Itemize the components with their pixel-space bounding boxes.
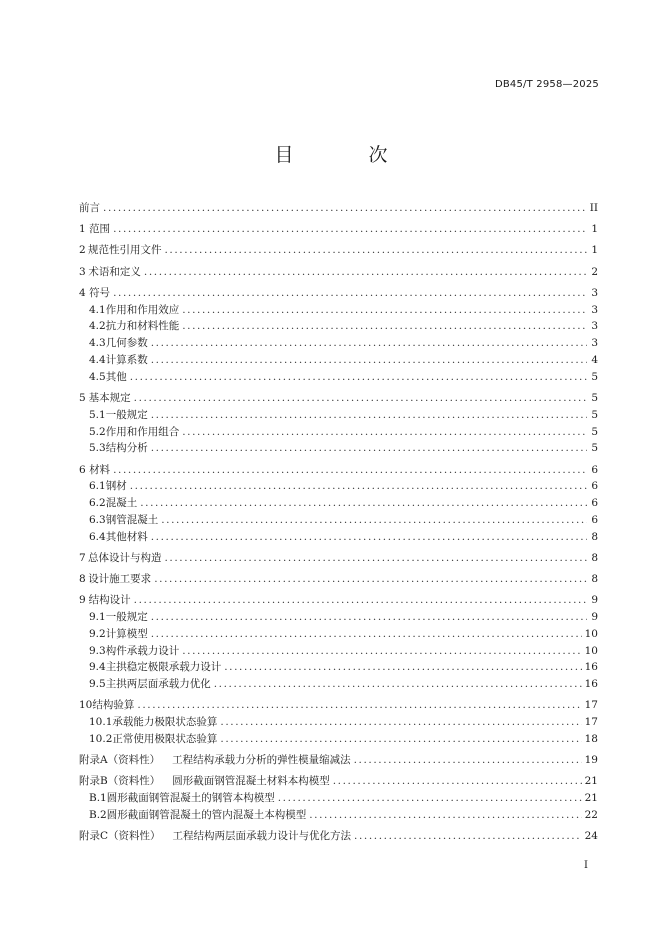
toc-leader-dots — [151, 529, 587, 546]
toc-entry-title: 钢管混凝土 — [105, 513, 159, 526]
toc-leader-dots — [309, 807, 581, 824]
toc-entry-title: 结构分析 — [105, 442, 148, 455]
toc-entry[interactable] — [79, 571, 598, 588]
toc-entry[interactable] — [79, 390, 598, 407]
toc-leader-dots — [130, 478, 587, 495]
toc-leader-dots — [182, 302, 587, 319]
toc-entry-number: 9.3 — [89, 644, 106, 657]
toc-entry-page: 5 — [591, 425, 598, 438]
toc-leader-dots — [182, 318, 587, 335]
toc-entry-page: 22 — [584, 808, 598, 821]
toc-entry-title: 正常使用极限状态验算 — [112, 733, 218, 746]
toc-entry[interactable] — [79, 731, 598, 748]
toc-entry-title: 其他材料 — [105, 530, 148, 543]
toc-entry-number: 6.3 — [89, 513, 106, 526]
toc-leader-dots — [137, 697, 581, 714]
toc-entry-page: 6 — [591, 497, 598, 510]
toc-entry[interactable] — [79, 495, 598, 512]
toc-entry-title: 符号 — [89, 286, 111, 299]
toc-entry[interactable] — [79, 369, 598, 386]
toc-leader-dots — [354, 828, 582, 845]
toc-entry-page: 17 — [584, 699, 598, 712]
toc-leader-dots — [214, 676, 582, 693]
toc-entry[interactable] — [79, 676, 598, 693]
page-number: I — [584, 860, 588, 871]
toc-entry-number: 8 — [79, 573, 86, 586]
toc-entry[interactable] — [79, 714, 598, 731]
toc-entry[interactable] — [79, 264, 598, 281]
toc-entry[interactable] — [79, 424, 598, 441]
toc-entry-title: 前言 — [79, 202, 100, 214]
toc-entry[interactable] — [79, 512, 598, 529]
toc-entry-page: 17 — [584, 716, 598, 729]
toc-entry[interactable] — [79, 807, 598, 824]
toc-entry-title: 抗力和材料性能 — [105, 320, 180, 333]
toc-leader-dots — [113, 285, 587, 302]
toc-entry-number: 附录B（资料性） — [79, 775, 161, 788]
toc-leader-dots — [220, 714, 581, 731]
toc-entry-number: 4 — [79, 286, 86, 299]
toc-entry-title: 术语和定义 — [88, 265, 141, 278]
toc-leader-dots — [333, 773, 582, 790]
toc-entry-title: 基本规定 — [88, 391, 131, 404]
toc-entry-page: 5 — [591, 408, 598, 421]
toc-entry-title: 计算模型 — [105, 627, 148, 640]
toc-entry-page: 18 — [584, 733, 598, 746]
toc-entry-number: 9.5 — [89, 678, 106, 691]
toc-entry[interactable] — [79, 242, 598, 259]
toc-leader-dots — [220, 731, 581, 748]
toc-entry-page: 16 — [584, 661, 598, 674]
toc-entry-title: 范围 — [89, 223, 111, 236]
toc-entry-page: 8 — [591, 530, 598, 543]
toc-entry[interactable] — [79, 285, 598, 302]
toc-leader-dots — [144, 264, 587, 281]
toc-entry-page: II — [589, 202, 598, 214]
toc-entry-number: 9.1 — [89, 611, 106, 624]
toc-entry-number: 9.2 — [89, 627, 106, 640]
toc-entry-number: 6.4 — [89, 530, 106, 543]
toc-entry[interactable] — [79, 752, 598, 769]
toc-entry-page: 19 — [584, 754, 598, 767]
toc-entry-title: 作用和作用效应 — [105, 303, 180, 316]
toc-entry[interactable] — [79, 529, 598, 546]
toc-entry-page: 1 — [591, 223, 598, 236]
toc-entry[interactable] — [79, 462, 598, 479]
toc-entry[interactable] — [79, 659, 598, 676]
toc-entry-title: 作用和作用组合 — [105, 425, 180, 438]
toc-entry-page: 1 — [591, 244, 598, 257]
toc-entry-page: 5 — [591, 442, 598, 455]
toc-entry-page: 5 — [591, 391, 598, 404]
toc-leader-dots — [278, 790, 582, 807]
toc-entry-title: 计算系数 — [105, 353, 148, 366]
toc-entry-title: 结构设计 — [88, 594, 131, 607]
toc-entry-page: 21 — [584, 792, 598, 805]
toc-leader-dots — [224, 659, 581, 676]
toc-entry[interactable] — [79, 697, 598, 714]
toc-entry-title: 总体设计与构造 — [87, 551, 162, 564]
toc-entry[interactable] — [79, 318, 598, 335]
toc-entry-number: 6.1 — [89, 480, 106, 493]
toc-entry-number: 4.3 — [89, 337, 106, 350]
toc-entry[interactable] — [79, 626, 598, 643]
toc-entry-number: 6 — [79, 463, 86, 476]
toc-entry-title: 工程结构承载力分析的弹性模量缩减法 — [172, 754, 351, 767]
toc-leader-dots — [151, 335, 587, 352]
toc-entry-title: 钢材 — [105, 480, 127, 493]
toc-entry[interactable] — [79, 200, 598, 217]
toc-entry-title: 圆形截面钢管混凝土材料本构模型 — [172, 775, 330, 788]
toc-leader-dots — [113, 221, 587, 238]
toc-entry[interactable] — [79, 828, 598, 845]
toc-entry[interactable] — [79, 592, 598, 609]
toc-entry[interactable] — [79, 478, 598, 495]
toc-entry-title: 圆形截面钢管混凝土的管内混凝土本构模型 — [106, 808, 307, 821]
toc-entry-page: 6 — [591, 463, 598, 476]
toc-entry-page: 16 — [584, 678, 598, 691]
toc-entry-page: 5 — [591, 370, 598, 383]
toc-entry-number: B.2 — [89, 808, 107, 821]
toc-entry-page: 6 — [591, 480, 598, 493]
toc-entry-number: 4.5 — [89, 370, 106, 383]
toc-leader-dots — [154, 571, 587, 588]
toc-entry-title: 几何参数 — [105, 337, 148, 350]
toc-entry-number: 9 — [79, 594, 86, 607]
toc-entry-number: 附录A（资料性） — [79, 754, 161, 767]
toc-entry-title: 工程结构两层面承载力设计与优化方法 — [172, 830, 352, 843]
toc-leader-dots — [103, 200, 587, 217]
toc-entry[interactable] — [79, 643, 598, 660]
toc-entry[interactable] — [79, 609, 598, 626]
toc-entry-number: B.1 — [89, 792, 107, 805]
toc-entry-page: 21 — [584, 775, 598, 788]
toc-leader-dots — [164, 550, 587, 567]
toc-entry-title: 一般规定 — [105, 611, 148, 624]
toc-entry[interactable] — [79, 407, 598, 424]
toc-entry-number: 9.4 — [89, 661, 106, 674]
toc-leader-dots — [151, 626, 582, 643]
toc-entry-title: 材料 — [89, 463, 111, 476]
toc-leader-dots — [161, 512, 587, 529]
toc-entry[interactable] — [79, 221, 598, 238]
toc-leader-dots — [182, 643, 581, 660]
toc-entry-page: 10 — [584, 644, 598, 657]
toc-entry-page: 8 — [591, 573, 598, 586]
toc-entry-page: 2 — [591, 265, 598, 278]
toc-entry-page: 3 — [591, 286, 598, 299]
toc-leader-dots — [151, 609, 587, 626]
toc-entry-title: 其他 — [105, 370, 127, 383]
toc-entry[interactable] — [79, 790, 598, 807]
toc-entry-page: 9 — [591, 611, 598, 624]
toc-entry-number: 5.3 — [89, 442, 106, 455]
toc-leader-dots — [164, 242, 587, 259]
toc-entry-number: 5.2 — [89, 425, 106, 438]
toc-entry-number: 4.4 — [89, 353, 106, 366]
toc-leader-dots — [151, 407, 587, 424]
toc-entry-number: 10.1 — [89, 716, 113, 729]
toc-leader-dots — [354, 752, 582, 769]
toc-leader-dots — [182, 424, 587, 441]
toc-leader-dots — [113, 462, 587, 479]
toc-entry[interactable] — [79, 335, 598, 352]
toc-entry-title: 混凝土 — [105, 497, 138, 510]
toc-entry[interactable] — [79, 773, 598, 790]
toc-leader-dots — [130, 369, 587, 386]
toc-entry-number: 10.2 — [89, 733, 113, 746]
toc-entry-page: 3 — [591, 337, 598, 350]
toc-entry-title: 圆形截面钢管混凝土的钢管本构模型 — [106, 792, 275, 805]
toc-entry-page: 4 — [591, 353, 598, 366]
toc-leader-dots — [134, 592, 587, 609]
toc-leader-dots — [140, 495, 587, 512]
toc-leader-dots — [151, 440, 587, 457]
toc-entry-number: 10 — [79, 699, 93, 712]
toc-entry-page: 8 — [591, 551, 598, 564]
toc-entry-title: 结构验算 — [92, 699, 135, 712]
toc-entry-title: 构件承载力设计 — [105, 644, 180, 657]
toc-entry-page: 3 — [591, 303, 598, 316]
toc-entry-number: 1 — [79, 223, 86, 236]
toc-entry-number: 3 — [79, 265, 86, 278]
toc-entry-number: 5 — [79, 391, 86, 404]
toc-entry[interactable] — [79, 440, 598, 457]
toc-leader-dots — [134, 390, 587, 407]
toc-entry-title: 一般规定 — [105, 408, 148, 421]
toc-entry-page: 24 — [584, 830, 598, 843]
toc-entry-title: 规范性引用文件 — [87, 244, 162, 257]
toc-entry-number: 附录C（资料性） — [79, 830, 161, 843]
page-title: 目 次 — [274, 144, 416, 166]
toc-entry[interactable] — [79, 352, 598, 369]
toc-entry[interactable] — [79, 302, 598, 319]
toc-entry-number: 6.2 — [89, 497, 106, 510]
toc-entry-page: 10 — [584, 627, 598, 640]
toc-leader-dots — [151, 352, 587, 369]
table-of-contents — [79, 200, 598, 845]
toc-entry-title: 承载能力极限状态验算 — [112, 716, 218, 729]
toc-entry-title: 设计施工要求 — [88, 573, 152, 586]
toc-entry-title: 主拱稳定极限承载力设计 — [105, 661, 222, 674]
toc-entry-number: 4.2 — [89, 320, 106, 333]
toc-entry-page: 9 — [591, 594, 598, 607]
toc-entry-number: 7 — [79, 551, 86, 564]
toc-entry-number: 2 — [79, 244, 86, 257]
toc-entry-title: 主拱两层面承载力优化 — [105, 678, 211, 691]
toc-entry-page: 3 — [591, 320, 598, 333]
toc-entry[interactable] — [79, 550, 598, 567]
toc-entry-number: 4.1 — [89, 303, 106, 316]
document-code: DB45/T 2958—2025 — [494, 79, 599, 90]
toc-entry-number: 5.1 — [89, 408, 106, 421]
toc-entry-page: 6 — [591, 513, 598, 526]
